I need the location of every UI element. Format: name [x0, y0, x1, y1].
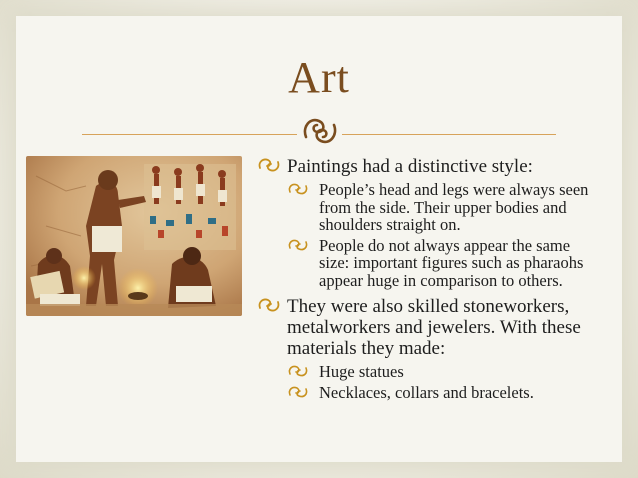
sub-bullet-item — [287, 363, 597, 381]
bullet-text: Paintings had a distinctive style: — [287, 156, 533, 177]
fleuron-ornament-icon — [300, 113, 340, 149]
sub-bullet-item — [287, 181, 597, 234]
sub-bullet-text: People do not always appear the same size: important figures such as pharaohs appear huge in comparison to others. — [319, 235, 584, 290]
bullet-ornament-icon — [257, 296, 287, 359]
sub-bullet-item — [287, 237, 597, 290]
egyptian-painting-image — [26, 156, 242, 316]
bullet-text: They were also skilled stoneworkers, metalworkers and jewelers. With these materials they made: — [287, 296, 581, 359]
divider-left — [82, 134, 297, 135]
sub-bullet-item — [287, 384, 597, 402]
sub-bullet-ornament-icon — [287, 363, 319, 381]
sub-bullet-text: People’s head and legs were always seen from the side. Their upper bodies and shoulders straight on. — [319, 180, 589, 234]
slide-title: Art — [288, 53, 350, 102]
sub-bullet-text: Huge statues — [319, 362, 404, 381]
bullet-ornament-icon — [257, 156, 287, 177]
sub-bullet-ornament-icon — [287, 384, 319, 402]
divider-right — [342, 134, 556, 135]
sub-bullet-ornament-icon — [287, 181, 319, 234]
bullet-item — [257, 156, 597, 177]
sub-bullet-ornament-icon — [287, 237, 319, 290]
sub-bullet-text: Necklaces, collars and bracelets. — [319, 382, 534, 402]
bullet-list — [257, 156, 597, 404]
bullet-item — [257, 296, 597, 359]
